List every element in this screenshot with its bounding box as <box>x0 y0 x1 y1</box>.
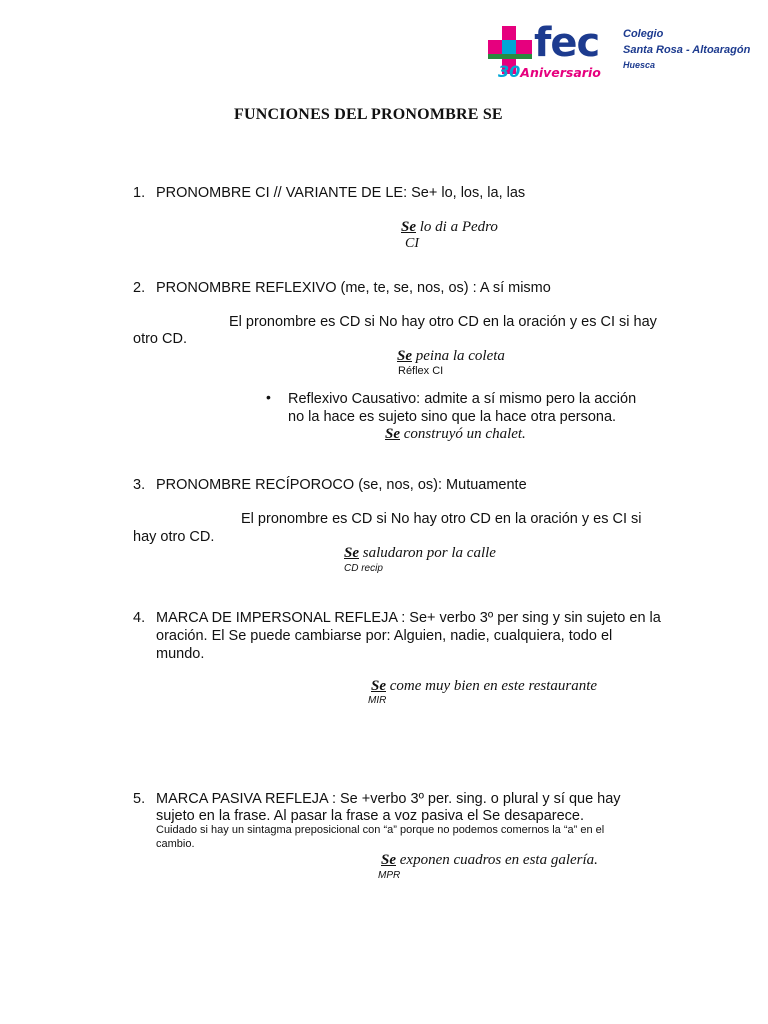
item-3-explanation-2: hay otro CD. <box>133 529 215 545</box>
item-2-tag: Réflex CI <box>398 365 444 377</box>
item-1-number: 1. <box>133 185 146 201</box>
item-4-tag: MIR <box>368 695 387 706</box>
item-4-heading-3: mundo. <box>156 646 205 662</box>
school-line-2: Santa Rosa - Altoaragón <box>623 44 751 56</box>
logo-fec-text: fec <box>534 20 600 66</box>
item-4-example: Se come muy bien en este restaurante <box>371 678 598 694</box>
item-3-heading: PRONOMBRE RECÍPOROCO (se, nos, os): Mutuamente <box>156 477 527 493</box>
school-line-3: Huesca <box>623 60 656 70</box>
item-3-example: Se saludaron por la calle <box>344 545 496 561</box>
school-line-1: Colegio <box>623 28 664 40</box>
item-5-note-1: Cuidado si hay un sintagma preposicional con “a” porque no podemos comernos la “a” en el <box>156 824 605 836</box>
item-4-number: 4. <box>133 610 146 626</box>
item-5-tag: MPR <box>378 870 401 881</box>
bullet-dot: • <box>266 389 271 405</box>
item-2-number: 2. <box>133 280 146 296</box>
item-5-note-2: cambio. <box>156 838 195 850</box>
page-title: FUNCIONES DEL PRONOMBRE SE <box>234 106 503 123</box>
item-5-number: 5. <box>133 791 146 807</box>
item-5-example: Se exponen cuadros en esta galería. <box>381 852 598 868</box>
item-2-bullet-example: Se construyó un chalet. <box>385 426 526 442</box>
item-4-heading-2: oración. El Se puede cambiarse por: Alguien, nadie, cualquiera, todo el <box>156 628 613 644</box>
item-1-example: Se lo di a Pedro <box>401 219 498 235</box>
item-2-bullet-1: Reflexivo Causativo: admite a sí mismo pero la acción <box>288 391 637 407</box>
item-5-heading-1: MARCA PASIVA REFLEJA : Se +verbo 3º per. sing. o plural y sí que hay <box>156 791 621 807</box>
item-2-example: Se peina la coleta <box>397 348 505 364</box>
item-3-tag: CD recip <box>344 563 383 574</box>
item-4-heading-1: MARCA DE IMPERSONAL REFLEJA : Se+ verbo 3º per sing y sin sujeto en la <box>156 610 661 626</box>
item-2-bullet-2: no la hace es sujeto sino que la hace otra persona. <box>288 409 617 425</box>
item-3-explanation-1: El pronombre es CD si No hay otro CD en la oración y es CI si <box>241 511 642 527</box>
item-3-number: 3. <box>133 477 146 493</box>
item-5-heading-2: sujeto en la frase. Al pasar la frase a voz pasiva el Se desaparece. <box>156 808 584 824</box>
school-name <box>623 28 763 74</box>
item-1-heading: PRONOMBRE CI // VARIANTE DE LE: Se+ lo, los, la, las <box>156 185 526 201</box>
logo-anniversary: 30Aniversario <box>498 62 601 81</box>
item-2-heading: PRONOMBRE REFLEXIVO (me, te, se, nos, os) : A sí mismo <box>156 280 551 296</box>
item-1-tag: CI <box>405 236 419 251</box>
item-2-explanation-1: El pronombre es CD si No hay otro CD en la oración y es CI si hay <box>229 314 657 330</box>
item-2-explanation-2: otro CD. <box>133 331 187 347</box>
fec-logo <box>488 20 601 81</box>
